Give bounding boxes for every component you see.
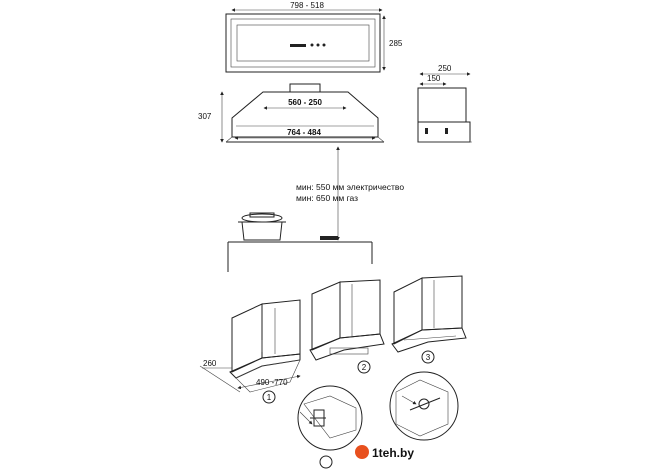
top-view-inner — [231, 19, 375, 67]
top-view-filter — [237, 25, 369, 61]
top-depth-label: 285 — [389, 39, 403, 48]
step-2-number: 2 — [361, 363, 367, 372]
install-step-2 — [310, 280, 384, 373]
side-depth-label: 250 — [438, 64, 452, 73]
top-width-label: 798 - 518 — [290, 1, 324, 10]
front-bottom-width-label: 764 - 484 — [287, 128, 321, 137]
pot-lid — [242, 214, 282, 222]
cabinet-front — [262, 300, 300, 358]
pot-body — [242, 222, 282, 240]
install-step-3 — [392, 276, 466, 363]
control-strip — [290, 44, 306, 47]
led-indicator — [317, 44, 320, 47]
burner — [320, 236, 338, 240]
side-inner-label: 150 — [427, 74, 441, 83]
cabinet-depth-label: 260 — [203, 359, 217, 368]
watermark-logo-icon — [355, 445, 369, 459]
duct-collar — [290, 84, 320, 92]
detail-circle — [298, 386, 362, 450]
side-body — [418, 88, 466, 122]
step-1-number: 1 — [266, 393, 272, 402]
opening-width-label: 490 -770 — [256, 378, 288, 387]
top-view — [226, 1, 403, 72]
front-height-label: 307 — [198, 112, 212, 121]
led-indicator — [311, 44, 314, 47]
install-step-1 — [200, 300, 300, 403]
hood-slid-in — [310, 334, 384, 360]
top-view-outline — [226, 14, 380, 72]
clearance-electric-text: мин: 550 мм электричество — [296, 182, 405, 192]
clearance-section — [296, 147, 404, 240]
step-3-number: 3 — [425, 353, 431, 362]
led-indicator — [323, 44, 326, 47]
side-view — [418, 64, 472, 142]
cooktop-section — [228, 213, 372, 272]
front-view — [198, 84, 384, 142]
detail-view-clamp — [390, 372, 458, 440]
watermark — [352, 442, 436, 464]
cabinet-side — [232, 304, 262, 372]
front-top-width-label: 560 - 250 — [288, 98, 322, 107]
watermark-text: 1teh.by — [372, 446, 415, 460]
clearance-gas-text: мин: 650 мм газ — [296, 193, 359, 203]
hood-underside — [230, 354, 300, 378]
